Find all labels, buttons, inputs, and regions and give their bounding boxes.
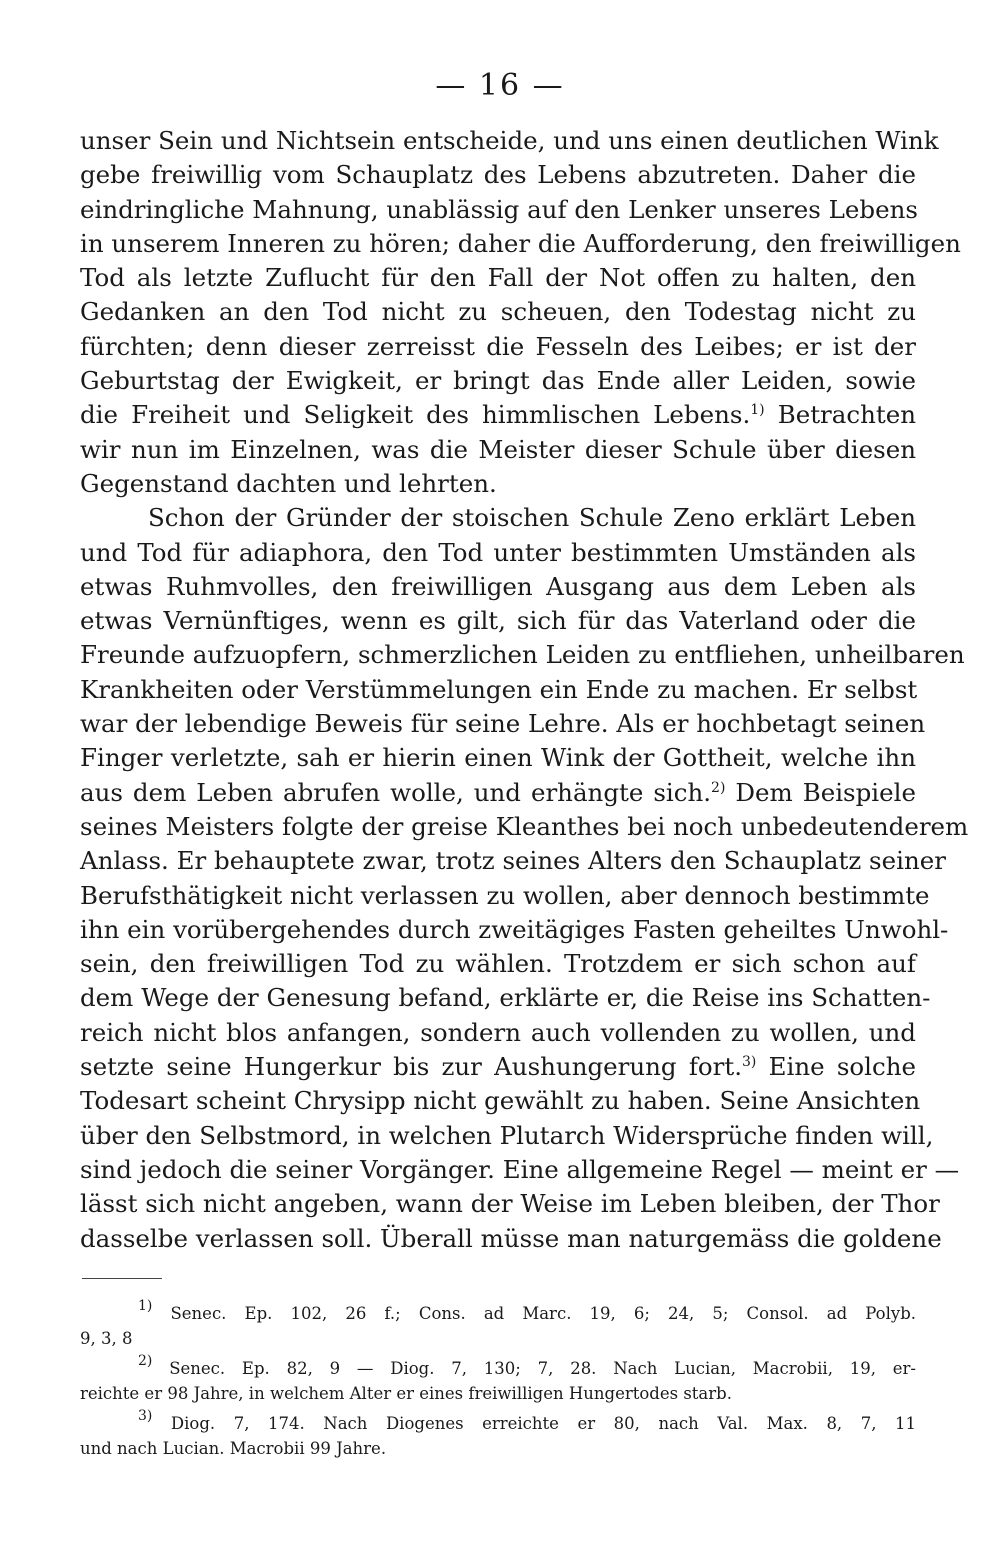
text-line: seines Meisters folgte der greise Kleanthes bei noch unbedeutenderem — [80, 811, 969, 841]
footnote-line: reichte er 98 Jahre, in welchem Alter er eines freiwilligen Hungertodes starb. — [80, 1383, 732, 1403]
footnote-mark: 2) — [138, 1353, 153, 1369]
text-line: fürchten; denn dieser zerreisst die Fesseln des Leibes; er ist der — [80, 331, 916, 361]
text-line: dasselbe verlassen soll. Überall müsse man naturgemäss die goldene — [80, 1223, 942, 1253]
text-line: eindringliche Mahnung, unablässig auf den Lenker unseres Lebens — [80, 194, 918, 224]
text-line: Geburtstag der Ewigkeit, er bringt das Ende aller Leiden, sowie — [80, 366, 916, 396]
footnote-text: Senec. Ep. 102, 26 f.; Cons. ad Marc. 19, 6; 24, 5; Consol. ad Polyb. — [170, 1304, 917, 1323]
text-line: sein, den freiwilligen Tod zu wählen. Trotzdem er sich schon auf — [80, 949, 916, 979]
text-line: unser Sein und Nichtsein entscheide, und uns einen deutlichen Wink — [80, 126, 939, 155]
text-line: Finger verletzte, sah er hierin einen Wink der Gottheit, welche ihn — [80, 743, 916, 773]
text-line: Krankheiten oder Verstümmelungen ein Ende zu machen. Er selbst — [80, 674, 918, 704]
text-line: Todesart scheint Chrysipp nicht gewählt zu haben. Seine Ansichten — [80, 1086, 921, 1116]
text-line: über den Selbstmord, in welchen Plutarch Widersprüche finden will, — [80, 1120, 934, 1150]
text-line: Gedanken an den Tod nicht zu scheuen, den Todestag nicht zu — [80, 297, 916, 327]
text-line: Gegenstand dachten und lehrten. — [80, 468, 497, 498]
footnote-line — [80, 1353, 916, 1382]
footnote-2 — [80, 1353, 916, 1406]
text-line: war der lebendige Beweis für seine Lehre. Als er hochbetagt seinen — [80, 709, 926, 739]
footnote-ref-1: 1) — [750, 402, 765, 419]
text-line: etwas Ruhmvolles, den freiwilligen Ausgang aus dem Leben als — [80, 571, 916, 601]
footnote-mark: 3) — [138, 1408, 153, 1424]
page-number: — 16 — — [435, 68, 565, 103]
text-line: Schon der Gründer der stoischen Schule Zeno erklärt Leben — [148, 503, 916, 533]
text-line: Freunde aufzuopfern, schmerzlichen Leiden zu entfliehen, unheilbaren — [80, 640, 965, 670]
text-line: ihn ein vorübergehendes durch zweitägiges Fasten geheiltes Unwohl- — [80, 914, 949, 944]
footnote-mark: 1) — [138, 1298, 153, 1314]
text-line: lässt sich nicht angeben, wann der Weise im Leben bleiben, der Thor — [80, 1189, 940, 1219]
text-line: und Tod für adiaphora, den Tod unter bestimmten Umständen als — [80, 537, 916, 567]
footnote-3 — [80, 1408, 916, 1461]
footnote-line — [80, 1298, 917, 1327]
text-line: wir nun im Einzelnen, was die Meister dieser Schule über diesen — [80, 434, 916, 464]
footnote-1 — [80, 1298, 917, 1351]
footnotes — [80, 1298, 917, 1461]
text-fragment: Betrachten — [777, 400, 916, 430]
footnote-line: 9, 3, 8 — [80, 1328, 133, 1348]
text-line — [80, 1050, 916, 1084]
text-line: dem Wege der Genesung befand, erklärte er, die Reise ins Schatten- — [80, 983, 931, 1013]
text-line: reich nicht blos anfangen, sondern auch vollenden zu wollen, und — [80, 1017, 916, 1047]
text-fragment: setzte seine Hungerkur bis zur Aushungerung fort. — [80, 1052, 742, 1082]
text-fragment: aus dem Leben abrufen wolle, und erhängte sich. — [80, 777, 712, 807]
footnote-line — [80, 1408, 916, 1437]
footnote-text: Senec. Ep. 82, 9 — Diog. 7, 130; 7, 28. Nach Lucian, Macrobii, 19, er- — [169, 1359, 916, 1378]
text-line: etwas Vernünftiges, wenn es gilt, sich für das Vaterland oder die — [80, 606, 916, 636]
text-line: gebe freiwillig vom Schauplatz des Lebens abzutreten. Daher die — [80, 160, 916, 190]
text-line — [80, 398, 916, 432]
footnote-text: Diog. 7, 174. Nach Diogenes erreichte er 80, nach Val. Max. 8, 7, 11 — [170, 1414, 916, 1433]
text-fragment: die Freiheit und Seligkeit des himmlischen Lebens. — [80, 400, 751, 430]
text-fragment: Dem Beispiele — [735, 777, 916, 807]
footnote-line: und nach Lucian. Macrobii 99 Jahre. — [80, 1438, 387, 1458]
footnote-divider — [82, 1278, 162, 1279]
text-line: Anlass. Er behauptete zwar, trotz seines Alters den Schauplatz seiner — [80, 846, 946, 876]
footnote-ref-3: 3) — [742, 1054, 757, 1071]
text-line: Tod als letzte Zuflucht für den Fall der Not offen zu halten, den — [80, 263, 916, 293]
text-line: Berufsthätigkeit nicht verlassen zu wollen, aber dennoch bestimmte — [80, 880, 930, 910]
text-fragment: Eine solche — [768, 1052, 916, 1082]
footnote-ref-2: 2) — [711, 779, 726, 796]
text-line: sind jedoch die seiner Vorgänger. Eine allgemeine Regel — meint er — — [80, 1154, 960, 1184]
text-line: in unserem Inneren zu hören; daher die Aufforderung, den freiwilligen — [80, 228, 961, 258]
main-text — [80, 124, 969, 1256]
text-line — [80, 776, 916, 810]
